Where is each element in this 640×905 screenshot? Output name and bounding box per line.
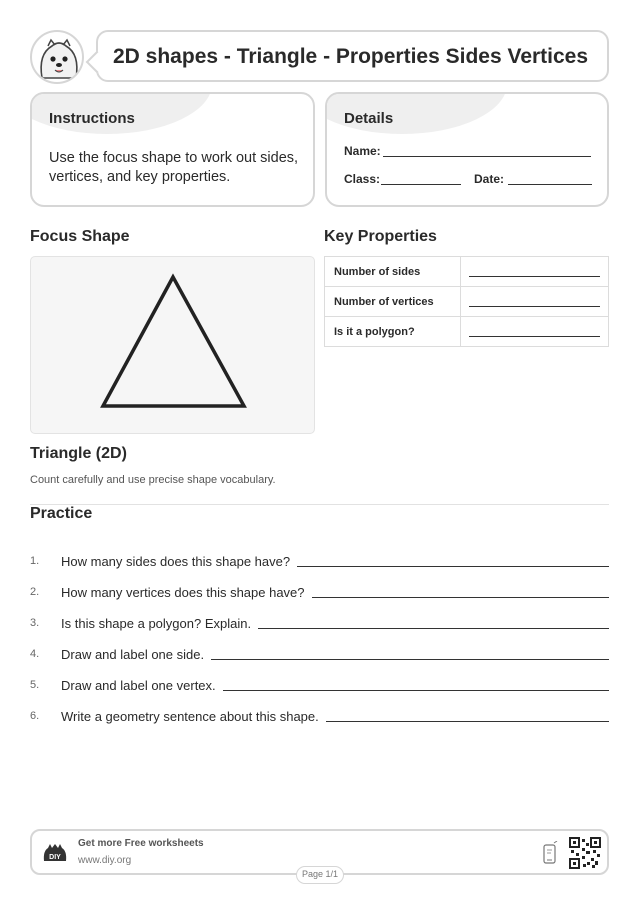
question-number: 1. — [30, 555, 40, 567]
property-answer-field[interactable] — [461, 317, 609, 347]
list-item — [30, 664, 609, 695]
list-item — [30, 633, 609, 664]
date-field[interactable] — [508, 184, 592, 185]
triangle-icon — [31, 257, 316, 435]
focus-shape-panel — [30, 256, 315, 434]
owl-mascot-icon — [32, 32, 84, 84]
question-text: Draw and label one vertex. — [61, 678, 216, 693]
list-item — [30, 695, 609, 726]
name-label: Name: — [344, 144, 381, 158]
list-item — [30, 540, 609, 571]
page-title: 2D shapes - Triangle - Properties Sides Vertices — [113, 45, 589, 68]
key-properties-table — [324, 256, 609, 347]
diy-logo-icon[interactable] — [42, 841, 68, 867]
question-number: 6. — [30, 710, 40, 722]
answer-line[interactable] — [312, 597, 609, 598]
focus-shape-heading: Focus Shape — [30, 228, 130, 245]
name-field[interactable] — [383, 156, 591, 157]
shape-title: Triangle (2D) — [30, 445, 127, 462]
practice-heading: Practice — [30, 505, 93, 522]
table-row — [325, 257, 609, 287]
answer-line[interactable] — [258, 628, 609, 629]
property-label: Number of sides — [325, 257, 461, 287]
answer-line[interactable] — [211, 659, 609, 660]
question-number: 2. — [30, 586, 40, 598]
date-label: Date: — [474, 172, 505, 186]
class-label: Class: — [344, 172, 381, 186]
details-heading: Details — [344, 110, 394, 127]
question-number: 5. — [30, 679, 40, 691]
footer-title: Get more Free worksheets — [78, 838, 204, 849]
property-answer-field[interactable] — [461, 257, 609, 287]
question-text: Is this shape a polygon? Explain. — [61, 616, 252, 631]
class-field[interactable] — [381, 184, 461, 185]
question-text: How many sides does this shape have? — [61, 554, 291, 569]
divider — [30, 504, 609, 505]
phone-icon — [542, 841, 558, 865]
instructions-card — [30, 92, 315, 207]
question-text: Draw and label one side. — [61, 647, 205, 662]
question-number: 3. — [30, 617, 40, 629]
question-text: Write a geometry sentence about this shape. — [61, 709, 319, 724]
diy-logo-text: DIY — [49, 854, 61, 861]
question-text: How many vertices does this shape have? — [61, 585, 305, 600]
answer-line[interactable] — [326, 721, 609, 722]
details-card — [325, 92, 609, 207]
page-number: Page 1/1 — [296, 866, 344, 884]
qr-code-icon[interactable] — [569, 837, 601, 869]
property-label: Number of vertices — [325, 287, 461, 317]
key-properties-heading: Key Properties — [324, 228, 437, 245]
question-number: 4. — [30, 648, 40, 660]
title-banner — [96, 30, 609, 82]
footer-url[interactable]: www.diy.org — [78, 855, 132, 866]
mascot-avatar — [30, 30, 84, 84]
answer-line[interactable] — [297, 566, 609, 567]
property-answer-field[interactable] — [461, 287, 609, 317]
instructions-text: Use the focus shape to work out sides, vertices, and key properties. — [49, 150, 299, 185]
property-label: Is it a polygon? — [325, 317, 461, 347]
answer-line[interactable] — [223, 690, 609, 691]
instructions-heading: Instructions — [49, 110, 135, 127]
shape-subtitle: Count carefully and use precise shape vocabulary. — [30, 474, 276, 486]
table-row — [325, 287, 609, 317]
practice-list — [30, 540, 609, 726]
list-item — [30, 602, 609, 633]
table-row — [325, 317, 609, 347]
list-item — [30, 571, 609, 602]
